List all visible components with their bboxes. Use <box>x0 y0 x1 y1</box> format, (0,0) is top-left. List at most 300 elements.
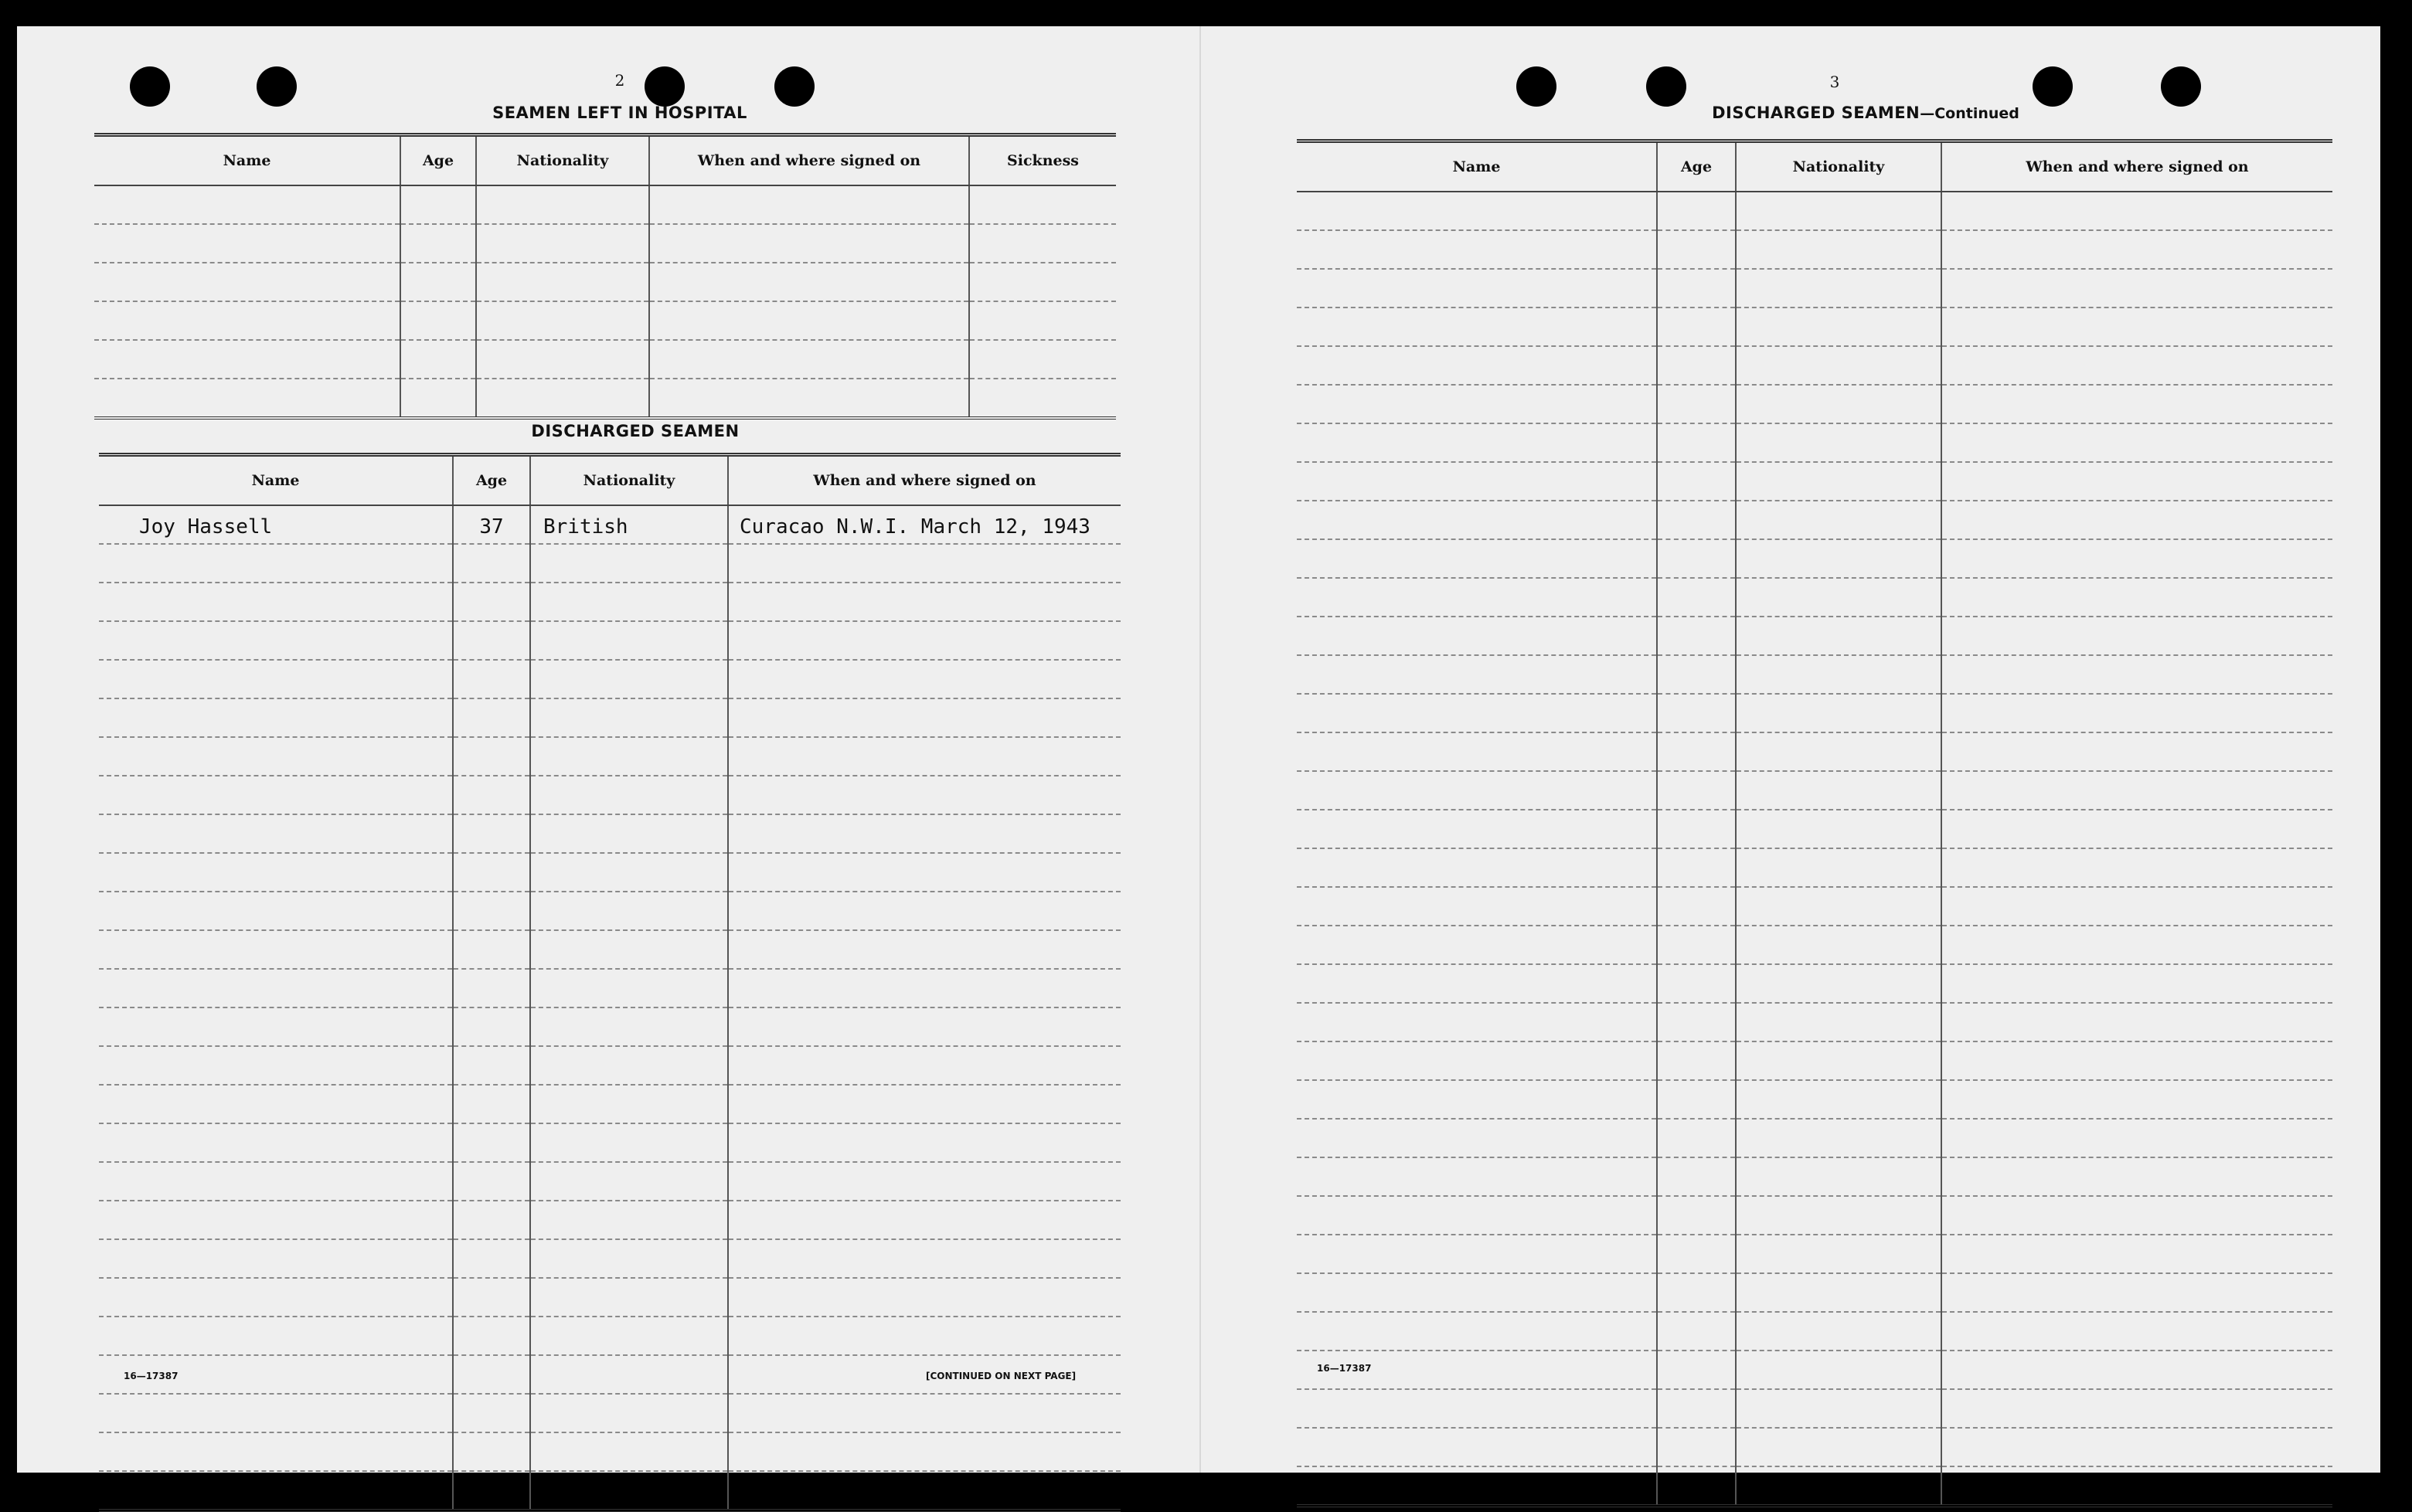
cell <box>1941 655 2332 694</box>
cell <box>1297 578 1657 617</box>
cell <box>1736 1389 1941 1428</box>
cell <box>453 1201 530 1239</box>
cell <box>649 379 969 418</box>
cell <box>453 544 530 583</box>
cell <box>1297 1466 1657 1506</box>
cell <box>1736 1119 1941 1157</box>
cell <box>1941 926 2332 964</box>
cell <box>1941 771 2332 810</box>
cell <box>1657 1196 1736 1235</box>
table-row <box>94 263 1116 301</box>
page-number: 2 <box>614 71 625 90</box>
cell <box>1736 848 1941 887</box>
cell <box>728 1432 1121 1471</box>
cell <box>530 776 728 814</box>
table-row <box>99 1239 1121 1278</box>
cell <box>1736 230 1941 269</box>
cell <box>530 969 728 1007</box>
cell <box>1297 926 1657 964</box>
table-row <box>99 969 1121 1007</box>
cell <box>1297 501 1657 539</box>
cell <box>1657 1003 1736 1041</box>
table-row <box>1297 771 2332 810</box>
cell <box>99 583 453 621</box>
seaman-name: Joy Hassell <box>99 505 453 544</box>
cell <box>1297 964 1657 1003</box>
cell <box>453 853 530 892</box>
table-row <box>1297 269 2332 307</box>
punch-hole <box>1646 66 1686 107</box>
cell <box>400 263 476 301</box>
cell <box>1941 462 2332 501</box>
cell <box>969 224 1116 263</box>
cell <box>1297 732 1657 771</box>
cell <box>453 1123 530 1162</box>
cell <box>1657 1351 1736 1389</box>
cell <box>1736 655 1941 694</box>
cell <box>1297 1157 1657 1196</box>
table-row <box>99 1278 1121 1317</box>
cell <box>1736 964 1941 1003</box>
cell <box>1941 732 2332 771</box>
cell <box>94 379 400 418</box>
table-row <box>94 340 1116 379</box>
cell <box>1657 192 1736 230</box>
cell <box>400 379 476 418</box>
cell <box>99 1432 453 1471</box>
cell <box>1941 1041 2332 1080</box>
table-row <box>1297 887 2332 926</box>
cell <box>1736 501 1941 539</box>
cell <box>1297 230 1657 269</box>
table-row <box>99 853 1121 892</box>
cell <box>728 814 1121 853</box>
cell <box>453 1007 530 1046</box>
table-row <box>99 1085 1121 1123</box>
cell <box>99 1239 453 1278</box>
table-row <box>99 737 1121 776</box>
table-row <box>1297 1312 2332 1351</box>
cell <box>530 853 728 892</box>
cell <box>530 1201 728 1239</box>
table-header-row <box>1297 141 2332 192</box>
table-row <box>99 930 1121 969</box>
cell <box>530 1278 728 1317</box>
cell <box>1297 1235 1657 1273</box>
cell <box>1941 1119 2332 1157</box>
page-number: 3 <box>1829 73 1840 91</box>
cell <box>1657 1389 1736 1428</box>
cell <box>728 1201 1121 1239</box>
cell <box>530 660 728 698</box>
table-row <box>1297 964 2332 1003</box>
cell <box>1736 732 1941 771</box>
cell <box>530 892 728 930</box>
cell <box>1297 192 1657 230</box>
cell <box>649 340 969 379</box>
cell <box>1657 462 1736 501</box>
cell <box>1297 307 1657 346</box>
cell <box>1657 539 1736 578</box>
cell <box>1736 771 1941 810</box>
table-row <box>99 583 1121 621</box>
cell <box>1736 1428 1941 1466</box>
seaman-age: 37 <box>453 505 530 544</box>
cell <box>476 301 649 340</box>
cell <box>728 544 1121 583</box>
cell <box>1941 539 2332 578</box>
cell <box>1941 848 2332 887</box>
table-row <box>99 505 1121 544</box>
table-row <box>1297 655 2332 694</box>
cell <box>400 301 476 340</box>
table-row <box>99 1471 1121 1510</box>
cell <box>99 776 453 814</box>
table-row <box>1297 1273 2332 1312</box>
cell <box>99 1123 453 1162</box>
cell <box>530 1394 728 1432</box>
hospital-section-title: SEAMEN LEFT IN HOSPITAL <box>492 104 747 122</box>
cell <box>649 301 969 340</box>
cell <box>530 814 728 853</box>
cell <box>99 1085 453 1123</box>
table-row <box>99 660 1121 698</box>
table-row <box>99 544 1121 583</box>
cell <box>728 776 1121 814</box>
cell <box>1657 655 1736 694</box>
cell <box>530 583 728 621</box>
table-row <box>1297 1428 2332 1466</box>
cell <box>530 1085 728 1123</box>
cell <box>1657 1273 1736 1312</box>
table-row <box>99 621 1121 660</box>
cell <box>1297 694 1657 732</box>
cell <box>1657 964 1736 1003</box>
table-row <box>1297 1466 2332 1506</box>
hospital-table <box>94 133 1116 420</box>
table-row <box>1297 462 2332 501</box>
cell <box>649 185 969 224</box>
table-row <box>1297 346 2332 385</box>
cell <box>728 698 1121 737</box>
column-header-nationality: Nationality <box>530 455 728 506</box>
cell <box>99 1162 453 1201</box>
column-header-nationality: Nationality <box>476 135 649 186</box>
cell <box>1941 617 2332 655</box>
discharged-section-title: DISCHARGED SEAMEN <box>531 422 740 440</box>
cell <box>530 1355 728 1394</box>
cell <box>728 1317 1121 1355</box>
cell <box>94 185 400 224</box>
discharged-table <box>99 453 1121 1512</box>
cell <box>530 1317 728 1355</box>
column-header-nationality: Nationality <box>1736 141 1941 192</box>
cell <box>1297 1312 1657 1351</box>
cell <box>1736 694 1941 732</box>
discharged-continued-title <box>1603 104 2128 122</box>
table-row <box>1297 423 2332 462</box>
cell <box>1657 887 1736 926</box>
cell <box>1657 617 1736 655</box>
cell <box>969 379 1116 418</box>
cell <box>1657 1312 1736 1351</box>
punch-hole <box>130 66 170 107</box>
cell <box>94 224 400 263</box>
cell <box>1736 269 1941 307</box>
punch-hole <box>774 66 815 107</box>
cell <box>1657 346 1736 385</box>
cell <box>99 814 453 853</box>
cell <box>728 1239 1121 1278</box>
cell <box>728 737 1121 776</box>
table-row <box>99 1046 1121 1085</box>
cell <box>453 930 530 969</box>
table-row <box>1297 1389 2332 1428</box>
cell <box>1657 230 1736 269</box>
title-suffix: —Continued <box>1920 105 2019 122</box>
cell <box>1736 423 1941 462</box>
cell <box>99 892 453 930</box>
cell <box>453 1046 530 1085</box>
cell <box>728 1278 1121 1317</box>
cell <box>1736 539 1941 578</box>
cell <box>1736 192 1941 230</box>
table-row <box>99 698 1121 737</box>
cell <box>1657 1157 1736 1196</box>
cell <box>453 1394 530 1432</box>
cell <box>1657 269 1736 307</box>
table-row <box>1297 501 2332 539</box>
cell <box>1941 1428 2332 1466</box>
cell <box>728 1471 1121 1510</box>
cell <box>453 969 530 1007</box>
cell <box>530 1007 728 1046</box>
cell <box>1736 810 1941 848</box>
cell <box>99 660 453 698</box>
cell <box>530 1162 728 1201</box>
cell <box>1297 848 1657 887</box>
cell <box>649 224 969 263</box>
cell <box>1297 269 1657 307</box>
table-row <box>99 892 1121 930</box>
cell <box>1736 578 1941 617</box>
table-row <box>1297 307 2332 346</box>
table-row <box>1297 230 2332 269</box>
cell <box>969 185 1116 224</box>
table-row <box>1297 1119 2332 1157</box>
cell <box>400 224 476 263</box>
table-row <box>1297 578 2332 617</box>
cell <box>99 1317 453 1355</box>
cell <box>99 853 453 892</box>
table-row <box>99 1432 1121 1471</box>
table-row <box>99 1201 1121 1239</box>
table-row <box>1297 694 2332 732</box>
table-row <box>1297 732 2332 771</box>
cell <box>1941 1080 2332 1119</box>
column-header-name: Name <box>99 455 453 506</box>
cell <box>1941 578 2332 617</box>
seaman-signed-on: Curacao N.W.I. March 12, 1943 <box>728 505 1121 544</box>
cell <box>99 698 453 737</box>
cell <box>728 621 1121 660</box>
cell <box>1941 964 2332 1003</box>
cell <box>476 224 649 263</box>
cell <box>99 621 453 660</box>
cell <box>1941 192 2332 230</box>
cell <box>453 776 530 814</box>
cell <box>476 340 649 379</box>
table-row <box>1297 539 2332 578</box>
cell <box>1297 887 1657 926</box>
cell <box>1297 810 1657 848</box>
punch-hole <box>1516 66 1556 107</box>
cell <box>728 930 1121 969</box>
cell <box>728 1085 1121 1123</box>
cell <box>728 1123 1121 1162</box>
cell <box>1736 1196 1941 1235</box>
cell <box>1297 1196 1657 1235</box>
cell <box>1736 1466 1941 1506</box>
cell <box>99 1278 453 1317</box>
cell <box>728 892 1121 930</box>
cell <box>530 698 728 737</box>
table-row <box>1297 1041 2332 1080</box>
cell <box>453 814 530 853</box>
cell <box>453 583 530 621</box>
table-row <box>94 301 1116 340</box>
cell <box>1657 1119 1736 1157</box>
cell <box>1736 926 1941 964</box>
cell <box>649 263 969 301</box>
cell <box>453 621 530 660</box>
cell <box>728 1394 1121 1432</box>
cell <box>453 1162 530 1201</box>
table-row <box>1297 1351 2332 1389</box>
table-row <box>99 1317 1121 1355</box>
cell <box>530 621 728 660</box>
cell <box>1297 1428 1657 1466</box>
table-row <box>99 1162 1121 1201</box>
table-row <box>1297 1080 2332 1119</box>
cell <box>400 340 476 379</box>
left-page <box>17 26 1199 1473</box>
table-row <box>1297 848 2332 887</box>
cell <box>530 1432 728 1471</box>
cell <box>1657 423 1736 462</box>
cell <box>99 1394 453 1432</box>
column-header-signed-on: When and where signed on <box>1941 141 2332 192</box>
cell <box>1657 1466 1736 1506</box>
cell <box>99 930 453 969</box>
column-header-name: Name <box>94 135 400 186</box>
table-row <box>1297 1235 2332 1273</box>
cell <box>1941 307 2332 346</box>
cell <box>1657 1041 1736 1080</box>
cell <box>99 1471 453 1510</box>
cell <box>99 969 453 1007</box>
table-row <box>99 1394 1121 1432</box>
cell <box>530 1239 728 1278</box>
cell <box>1941 1273 2332 1312</box>
table-row <box>99 776 1121 814</box>
cell <box>1941 1003 2332 1041</box>
cell <box>1941 501 2332 539</box>
cell <box>453 1471 530 1510</box>
cell <box>1736 1157 1941 1196</box>
cell <box>453 1355 530 1394</box>
cell <box>1297 423 1657 462</box>
table-row <box>99 814 1121 853</box>
cell <box>94 263 400 301</box>
column-header-name: Name <box>1297 141 1657 192</box>
cell <box>1657 848 1736 887</box>
cell <box>728 660 1121 698</box>
table-row <box>1297 192 2332 230</box>
table-row <box>94 185 1116 224</box>
cell <box>1941 810 2332 848</box>
cell <box>99 1201 453 1239</box>
cell <box>1657 307 1736 346</box>
table-row <box>1297 1157 2332 1196</box>
cell <box>530 930 728 969</box>
punch-hole <box>2161 66 2201 107</box>
table-row <box>1297 617 2332 655</box>
cell <box>99 1007 453 1046</box>
cell <box>1297 1041 1657 1080</box>
cell <box>530 1471 728 1510</box>
cell <box>453 1239 530 1278</box>
column-header-age: Age <box>400 135 476 186</box>
form-sheet <box>17 26 2380 1473</box>
cell <box>1297 462 1657 501</box>
column-header-sickness: Sickness <box>969 135 1116 186</box>
table-row <box>99 1123 1121 1162</box>
cell <box>476 263 649 301</box>
cell <box>530 1046 728 1085</box>
cell <box>1736 385 1941 423</box>
table-row <box>94 379 1116 418</box>
table-row <box>1297 385 2332 423</box>
table-row <box>1297 1003 2332 1041</box>
cell <box>1941 1351 2332 1389</box>
cell <box>1736 1273 1941 1312</box>
cell <box>1941 1157 2332 1196</box>
cell <box>728 583 1121 621</box>
cell <box>1657 385 1736 423</box>
discharged-continued-table <box>1297 139 2332 1507</box>
cell <box>1657 694 1736 732</box>
cell <box>1657 810 1736 848</box>
cell <box>728 1162 1121 1201</box>
cell <box>1297 385 1657 423</box>
cell <box>728 853 1121 892</box>
column-header-age: Age <box>453 455 530 506</box>
cell <box>1941 1196 2332 1235</box>
table-row <box>1297 926 2332 964</box>
cell <box>728 1007 1121 1046</box>
cell <box>1941 346 2332 385</box>
cell <box>1941 423 2332 462</box>
form-number: 16—17387 <box>124 1371 179 1381</box>
cell <box>1657 1235 1736 1273</box>
cell <box>1297 655 1657 694</box>
cell <box>1736 617 1941 655</box>
cell <box>1736 462 1941 501</box>
cell <box>453 660 530 698</box>
cell <box>453 1432 530 1471</box>
cell <box>1736 1312 1941 1351</box>
